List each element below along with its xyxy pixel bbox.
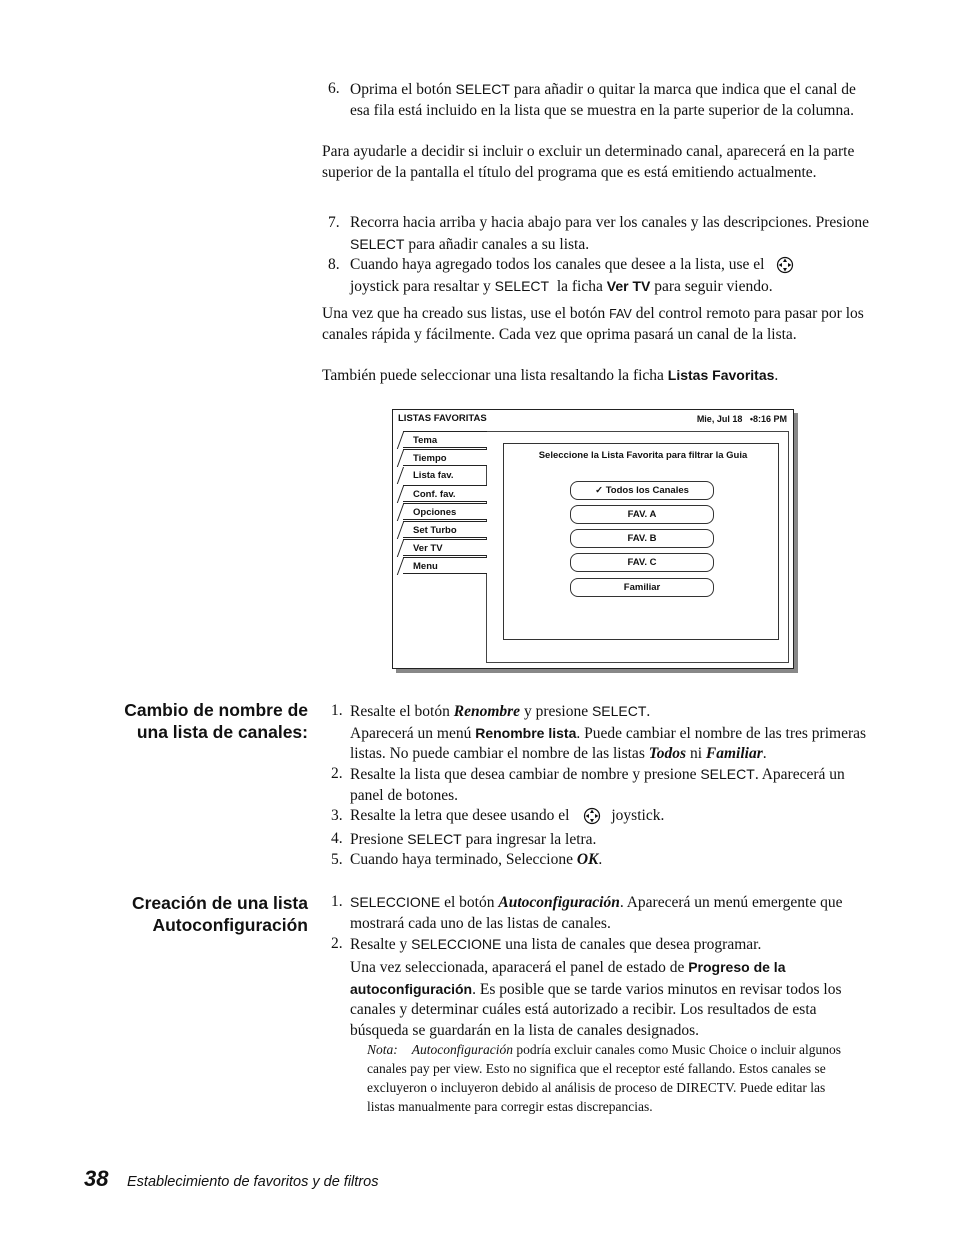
section-heading-rename: Cambio de nombre de una lista de canales: — [124, 700, 308, 742]
option-fav-a[interactable]: FAV. A — [570, 505, 714, 524]
option-todos[interactable]: ✓ Todos los Canales — [570, 481, 714, 500]
tab-tiempo[interactable]: Tiempo — [403, 449, 487, 466]
tab-opciones[interactable]: Opciones — [403, 503, 487, 520]
screen-title: LISTAS FAVORITAS — [398, 413, 487, 424]
option-fav-c[interactable]: FAV. C — [570, 553, 714, 572]
auto-step-2: 2. Resalte y SELECCIONE una lista de canales que desea programar. — [331, 935, 762, 953]
rename-step-1: 1. Resalte el botón Renombre y presione SELECT. Aparecerá un menú Renombre lista. Puede cambiar el nombre de las tres primeras listas. No puede cambiar el nombre de las listas Todos ni Familiar. — [331, 702, 867, 762]
step-6: 6. Oprima el botón SELECT para añadir o quitar la marca que indica que el canal de esa fila está incluido en la lista que se muestra en la parte superior de la columna. — [328, 80, 856, 119]
rename-step-5: 5. Cuando haya terminado, Seleccione OK. — [331, 851, 603, 868]
tab-conf-fav[interactable]: Conf. fav. — [403, 485, 487, 502]
joystick-icon — [583, 807, 601, 825]
fav-paragraph: Una vez que ha creado sus listas, use el botón FAV del control remoto para pasar por los canales rápida y fácilmente. Cada vez que oprima pasará un canal de la lista. — [322, 305, 864, 343]
tab-set-turbo[interactable]: Set Turbo — [403, 521, 487, 538]
tab-ver-tv[interactable]: Ver TV — [403, 539, 487, 556]
option-familiar[interactable]: Familiar — [570, 578, 714, 597]
step-8: 8. Cuando haya agregado todos los canales que desee a la lista, use el joystick para resaltar y SELECT la ficha Ver TV para seguir viendo. — [328, 255, 873, 297]
screen-date: Mie, Jul 18 •8:16 PM — [696, 414, 787, 424]
rename-step-3: 3. Resalte la letra que desee usando el joystick. — [331, 807, 665, 824]
tab-lista-fav[interactable]: Lista fav. — [403, 467, 487, 484]
tab-tema[interactable]: Tema — [403, 431, 487, 448]
check-icon: ✓ — [595, 485, 604, 496]
auto-step-1: 1. SELECCIONE el botón Autoconfiguración. Aparecerá un menú emergente que mostrará cada uno de las listas de canales. — [331, 893, 843, 932]
note: Nota: Autoconfiguración podría excluir canales como Music Choice o incluir algunos canales pay per view. Esto no significa que el receptor esté fallando. Estos canales se excluyeron o incluyeron debido al análisis de proceso de DIRECTV. Puede editar las listas manualmente para corregir estas discrepancias. — [367, 1042, 842, 1114]
step-7: 7. Recorra hacia arriba y hacia abajo para ver los canales y las descripciones. Presione SELECT para añadir canales a su lista. — [328, 214, 870, 253]
footer-title: Establecimiento de favoritos y de filtros — [127, 1174, 379, 1190]
favorites-screen — [392, 409, 794, 669]
rename-step-2: 2. Resalte la lista que desea cambiar de nombre y presione SELECT. Aparecerá un panel de botones. — [331, 765, 845, 804]
joystick-icon — [776, 256, 794, 274]
help-paragraph: Para ayudarle a decidir si incluir o excluir un determinado canal, aparecerá en la parte superior de la pantalla el título del programa que es está emitiendo actualmente. — [322, 143, 855, 181]
tab-menu[interactable]: Menu — [403, 557, 487, 574]
section-heading-auto: Creación de una lista Autoconfiguración — [131, 893, 308, 935]
select-paragraph: También puede seleccionar una lista resaltando la ficha Listas Favoritas. — [322, 367, 779, 384]
rename-step-4: 4. Presione SELECT para ingresar la letra. — [331, 830, 597, 848]
screen-prompt: Seleccione la Lista Favorita para filtrar la Guia — [538, 450, 748, 461]
page-number: 38 — [84, 1166, 109, 1191]
auto-paragraph: Una vez seleccionada, aparacerá el panel de estado de Progreso de la autoconfiguración. Es posible que se tarde varios minutos en revisar todos los canales y determinar cuáles está autorizado a recibir. Los resultados de esta búsqueda se guardarán en la lista de canales designados. — [350, 959, 842, 1039]
option-fav-b[interactable]: FAV. B — [570, 529, 714, 548]
